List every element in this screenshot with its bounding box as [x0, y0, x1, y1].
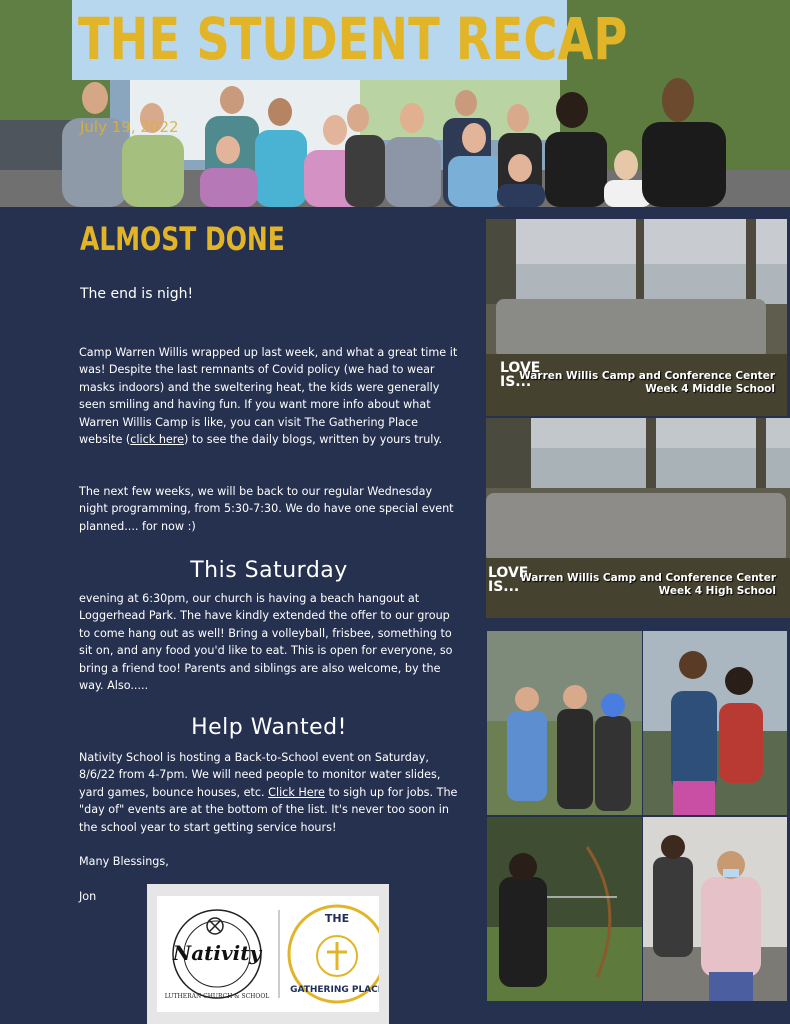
signup-link[interactable]: Click Here	[268, 785, 325, 799]
gathering-top-text: THE	[324, 912, 350, 925]
archery-image	[487, 817, 642, 1001]
camp-text-2: ) to see the daily blogs, written by yours truly.	[184, 433, 442, 447]
campers-image-2	[643, 631, 787, 815]
section-title: ALMOST DONE	[80, 220, 285, 258]
saturday-heading: This Saturday	[190, 558, 348, 583]
campers-photo-1	[487, 631, 642, 815]
archery-photo	[487, 817, 642, 1001]
programming-paragraph: The next few weeks, we will be back to our regular Wednesday night programming, from 5:30-7:30. We do have one special event planned.... for now :)	[79, 485, 454, 533]
love-is-logo-2: LOVE IS...	[488, 565, 529, 595]
nativity-ring-text: LUTHERAN CHURCH & SCHOOL	[164, 993, 270, 1000]
high-school-photo	[486, 418, 790, 618]
newsletter-date: July 19, 2022	[80, 118, 179, 136]
help-wanted-heading: Help Wanted!	[191, 715, 347, 740]
gathering-bottom-text: GATHERING PLACE	[290, 985, 379, 995]
subtitle: The end is nigh!	[80, 286, 194, 302]
love-is-logo: LOVE IS...	[500, 360, 541, 390]
middle-school-photo	[486, 219, 787, 416]
church-logos	[157, 896, 379, 1012]
gathering-place-link[interactable]: click here	[130, 433, 185, 447]
campers-image-1	[487, 631, 642, 815]
help-wanted-paragraph	[79, 749, 459, 836]
camp-text-1: Camp Warren Willis wrapped up last week, and what a great time it was! Despite the last remnants of Covid policy (we had to wear masks indoors) and the sweltering heat, the kids were generally seen smiling and having fun. If you want more info about what Warren Willis Camp is like, you can visit The Gathering Place website (	[79, 346, 458, 447]
newsletter-title: THE STUDENT RECAP	[78, 5, 628, 73]
header-photo	[0, 0, 790, 207]
logo-frame	[147, 884, 389, 1024]
nativity-name: Nativity	[172, 941, 262, 965]
middle-school-caption: Warren Willis Camp and Conference Center Week 4 Middle School	[519, 370, 775, 395]
saturday-paragraph: evening at 6:30pm, our church is having a beach hangout at Loggerhead Park. The have kindly extended the offer to our group to come hang out as well! Bring a volleyball, frisbee, something to sit on, and any food you'd like to eat. This is open for everyone, so bring a friend too! Parents and siblings are also welcome, by the way. Also.....	[79, 592, 453, 693]
help-text-2: to sigh up for jobs. The "day of" events are at the bottom of the list. It's never too soon in the school year to start getting service hours!	[79, 785, 458, 834]
campers-photo-2	[643, 631, 787, 815]
high-school-caption: Warren Willis Camp and Conference Center Week 4 High School	[520, 572, 776, 597]
logo-panel	[157, 896, 379, 1012]
help-text-1: Nativity School is hosting a Back-to-School event on Saturday, 8/6/22 from 4-7pm. We will need people to monitor water slides, yard games, bounce houses, etc.	[79, 751, 441, 799]
camp-paragraph	[79, 344, 459, 448]
signature: Jon	[79, 890, 97, 903]
closing-text: Many Blessings,	[79, 855, 169, 868]
masked-campers-image	[643, 817, 787, 1001]
masked-campers-photo	[643, 817, 787, 1001]
